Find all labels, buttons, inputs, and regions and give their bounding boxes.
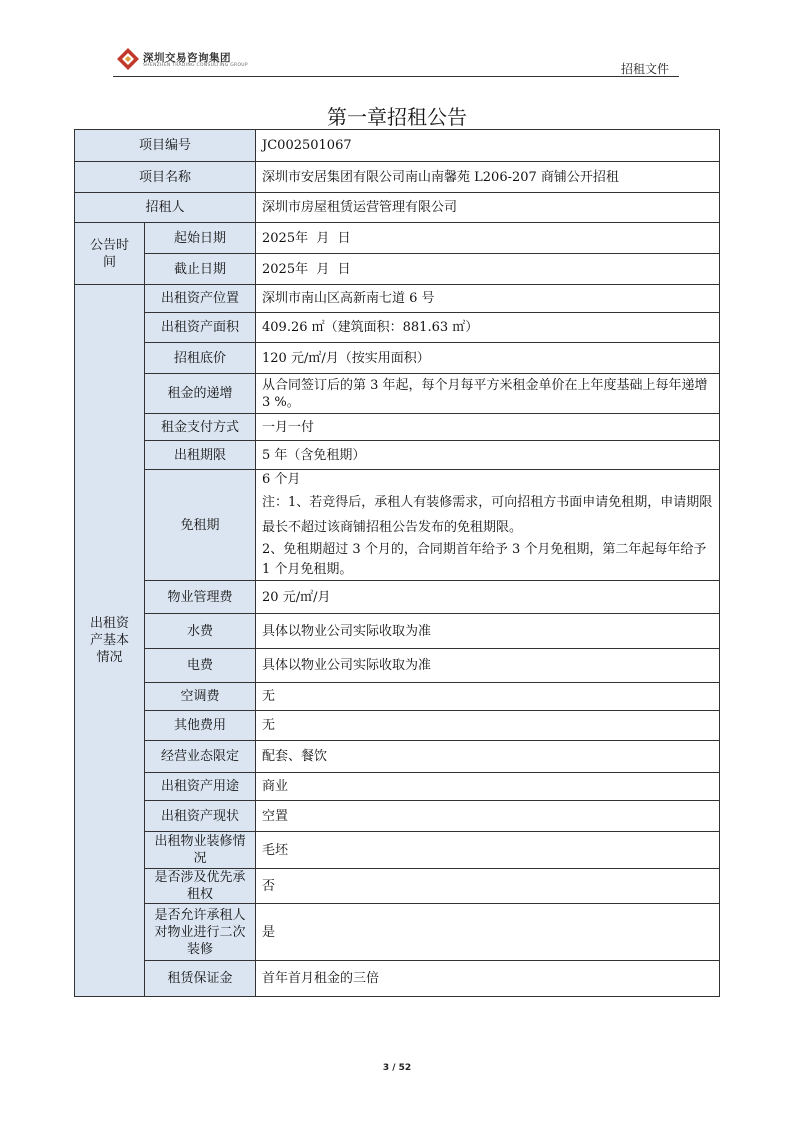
table-row <box>75 649 720 683</box>
free-rent-value <box>256 470 720 581</box>
water-value: 具体以物业公司实际收取为准 <box>256 614 720 649</box>
table-row <box>75 285 720 313</box>
secondary-decoration-label: 是否允许承租人对物业进行二次装修 <box>145 904 256 961</box>
electricity-label: 电费 <box>145 649 256 683</box>
table-row <box>75 162 720 193</box>
secondary-decoration-value: 是 <box>256 904 720 961</box>
lessor-value: 深圳市房屋租赁运营管理有限公司 <box>256 193 720 223</box>
business-type-label: 经营业态限定 <box>145 741 256 773</box>
end-date-label: 截止日期 <box>145 254 256 285</box>
lessor-label: 招租人 <box>75 193 256 223</box>
table-row <box>75 313 720 343</box>
document-type: 招租文件 <box>621 62 670 76</box>
end-date-value: 2025年 月 日 <box>256 254 720 285</box>
water-label: 水费 <box>145 614 256 649</box>
table-row <box>75 961 720 997</box>
page-number: 3 / 52 <box>382 1063 412 1073</box>
logo-mark-icon <box>115 46 141 72</box>
deposit-label: 租赁保证金 <box>145 961 256 997</box>
electricity-value: 具体以物业公司实际收取为准 <box>256 649 720 683</box>
base-price-value: 120 元/㎡/月（按实用面积） <box>256 343 720 374</box>
table-row <box>75 130 720 162</box>
table-row <box>75 193 720 223</box>
term-value: 5 年（含免租期） <box>256 441 720 470</box>
other-fees-value: 无 <box>256 711 720 741</box>
base-price-label: 招租底价 <box>145 343 256 374</box>
aircon-label: 空调费 <box>145 683 256 711</box>
table-row <box>75 441 720 470</box>
free-rent-note-1: 注：1、若竞得后，承租人有装修需求，可向招租方书面申请免租期，申请期限最长不超过该商铺招租公告发布的免租期限。 <box>262 495 713 535</box>
area-value: 409.26 ㎡（建筑面积：881.63 ㎡） <box>256 313 720 343</box>
project-name-value: 深圳市安居集团有限公司南山南馨苑 L206-207 商铺公开招租 <box>256 162 720 193</box>
page-title: 第一章招租公告 <box>327 105 467 129</box>
table-row <box>75 904 720 961</box>
logo-text: 深圳交易咨询集团 <box>143 52 231 64</box>
property-fee-label: 物业管理费 <box>145 581 256 614</box>
start-date-label: 起始日期 <box>145 223 256 254</box>
free-rent-label: 免租期 <box>145 470 256 581</box>
increase-value: 从合同签订后的第 3 年起，每个月每平方米租金单价在上年度基础上每年递增 3 %。 <box>256 374 720 414</box>
location-value: 深圳市南山区高新南七道 6 号 <box>256 285 720 313</box>
table-row <box>75 614 720 649</box>
property-fee-value: 20 元/㎡/月 <box>256 581 720 614</box>
payment-label: 租金支付方式 <box>145 414 256 441</box>
table-row <box>75 832 720 869</box>
table-row <box>75 773 720 801</box>
deposit-value: 首年首月租金的三倍 <box>256 961 720 997</box>
asset-group-label: 出租资产基本情况 <box>75 285 145 997</box>
term-label: 出租期限 <box>145 441 256 470</box>
decoration-label: 出租物业装修情况 <box>145 832 256 869</box>
notice-period-label: 公告时间 <box>75 223 145 285</box>
decoration-value: 毛坯 <box>256 832 720 869</box>
table-row <box>75 254 720 285</box>
free-rent-note-2: 2、免租期超过 3 个月的，合同期首年给予 3 个月免租期，第二年起每年给予 1 个月免租期。 <box>262 542 707 577</box>
payment-value: 一月一付 <box>256 414 720 441</box>
priority-label: 是否涉及优先承租权 <box>145 869 256 904</box>
start-date-value: 2025年 月 日 <box>256 223 720 254</box>
table-row <box>75 741 720 773</box>
logo-subtitle: SHENZHEN TRADING CONSULTING GROUP <box>143 63 248 68</box>
table-row <box>75 470 720 581</box>
table-row <box>75 414 720 441</box>
table-row <box>75 711 720 741</box>
header-divider <box>113 76 679 77</box>
table-row <box>75 581 720 614</box>
table-row <box>75 869 720 904</box>
table-row <box>75 374 720 414</box>
table-row <box>75 343 720 374</box>
area-label: 出租资产面积 <box>145 313 256 343</box>
usage-value: 商业 <box>256 773 720 801</box>
priority-value: 否 <box>256 869 720 904</box>
project-name-label: 项目名称 <box>75 162 256 193</box>
announcement-table <box>74 129 720 997</box>
usage-label: 出租资产用途 <box>145 773 256 801</box>
project-no-label: 项目编号 <box>75 130 256 162</box>
free-rent-line: 6 个月 <box>262 472 301 487</box>
project-no-value: JC002501067 <box>256 130 720 162</box>
table-row <box>75 683 720 711</box>
location-label: 出租资产位置 <box>145 285 256 313</box>
table-row <box>75 801 720 832</box>
aircon-value: 无 <box>256 683 720 711</box>
increase-label: 租金的递增 <box>145 374 256 414</box>
other-fees-label: 其他费用 <box>145 711 256 741</box>
business-type-value: 配套、餐饮 <box>256 741 720 773</box>
table-row <box>75 223 720 254</box>
company-logo <box>115 46 248 74</box>
status-value: 空置 <box>256 801 720 832</box>
status-label: 出租资产现状 <box>145 801 256 832</box>
